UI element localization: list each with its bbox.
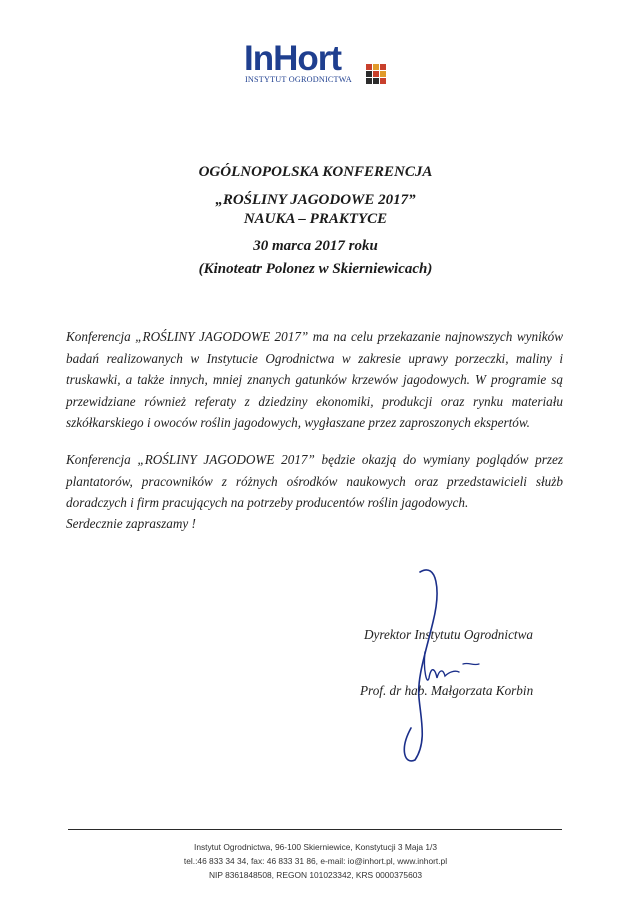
conference-heading: OGÓLNOPOLSKA KONFERENCJA (198, 164, 433, 180)
logo-subtitle: INSTYTUT OGRODNICTWA (245, 75, 352, 84)
logo-wordmark: InHort (244, 39, 342, 78)
inhort-logo (244, 39, 389, 92)
handwritten-signature (345, 560, 505, 770)
footer-contact: tel.:46 833 34 34, fax: 46 833 31 86, e-mail: io@inhort.pl, www.inhort.pl (183, 856, 448, 866)
conference-motto: NAUKA – PRAKTYCE (243, 211, 388, 227)
conference-venue: (Kinoteatr Polonez w Skierniewicach) (198, 261, 433, 277)
footer-address: Instytut Ogrodnictwa, 96-100 Skierniewice, Konstytucji 3 Maja 1/3 (194, 842, 437, 852)
body-paragraph-1: Konferencja „ROŚLINY JAGODOWE 2017” ma na celu przekazanie najnowszych wyników badań realizowanych w Instytucie Ogrodnictwa w zakresie uprawy porzeczki, maliny i truskawki, a także innych, mniej znanych gatunków krzewów jagodowych. W programie są przewidziane również referaty z dziedziny ekonomiki, produkcji oraz rynku materiału szkółkarskiego i owoców roślin jagodowych, wygłaszane przez zaproszonych ekspertów. (66, 329, 563, 431)
closing-line: Serdecznie zapraszamy ! (66, 516, 196, 531)
conference-title: „ROŚLINY JAGODOWE 2017” (215, 192, 416, 208)
body-paragraph-2: Konferencja „ROŚLINY JAGODOWE 2017” będzie okazją do wymiany poglądów przez plantatorów, pracowników z różnych ośrodków naukowych oraz przedstawicieli służb doradczych i firm pracujących na potrzeby producentów roślin jagodowych. (66, 452, 563, 511)
footer-registry: NIP 8361848508, REGON 101023342, KRS 0000375603 (208, 870, 423, 880)
footer-divider (68, 829, 562, 830)
conference-date: 30 marca 2017 roku (253, 238, 378, 254)
signatory-title: Dyrektor Instytutu Ogrodnictwa (364, 627, 533, 642)
signatory-name: Prof. dr hab. Małgorzata Korbin (360, 683, 534, 698)
